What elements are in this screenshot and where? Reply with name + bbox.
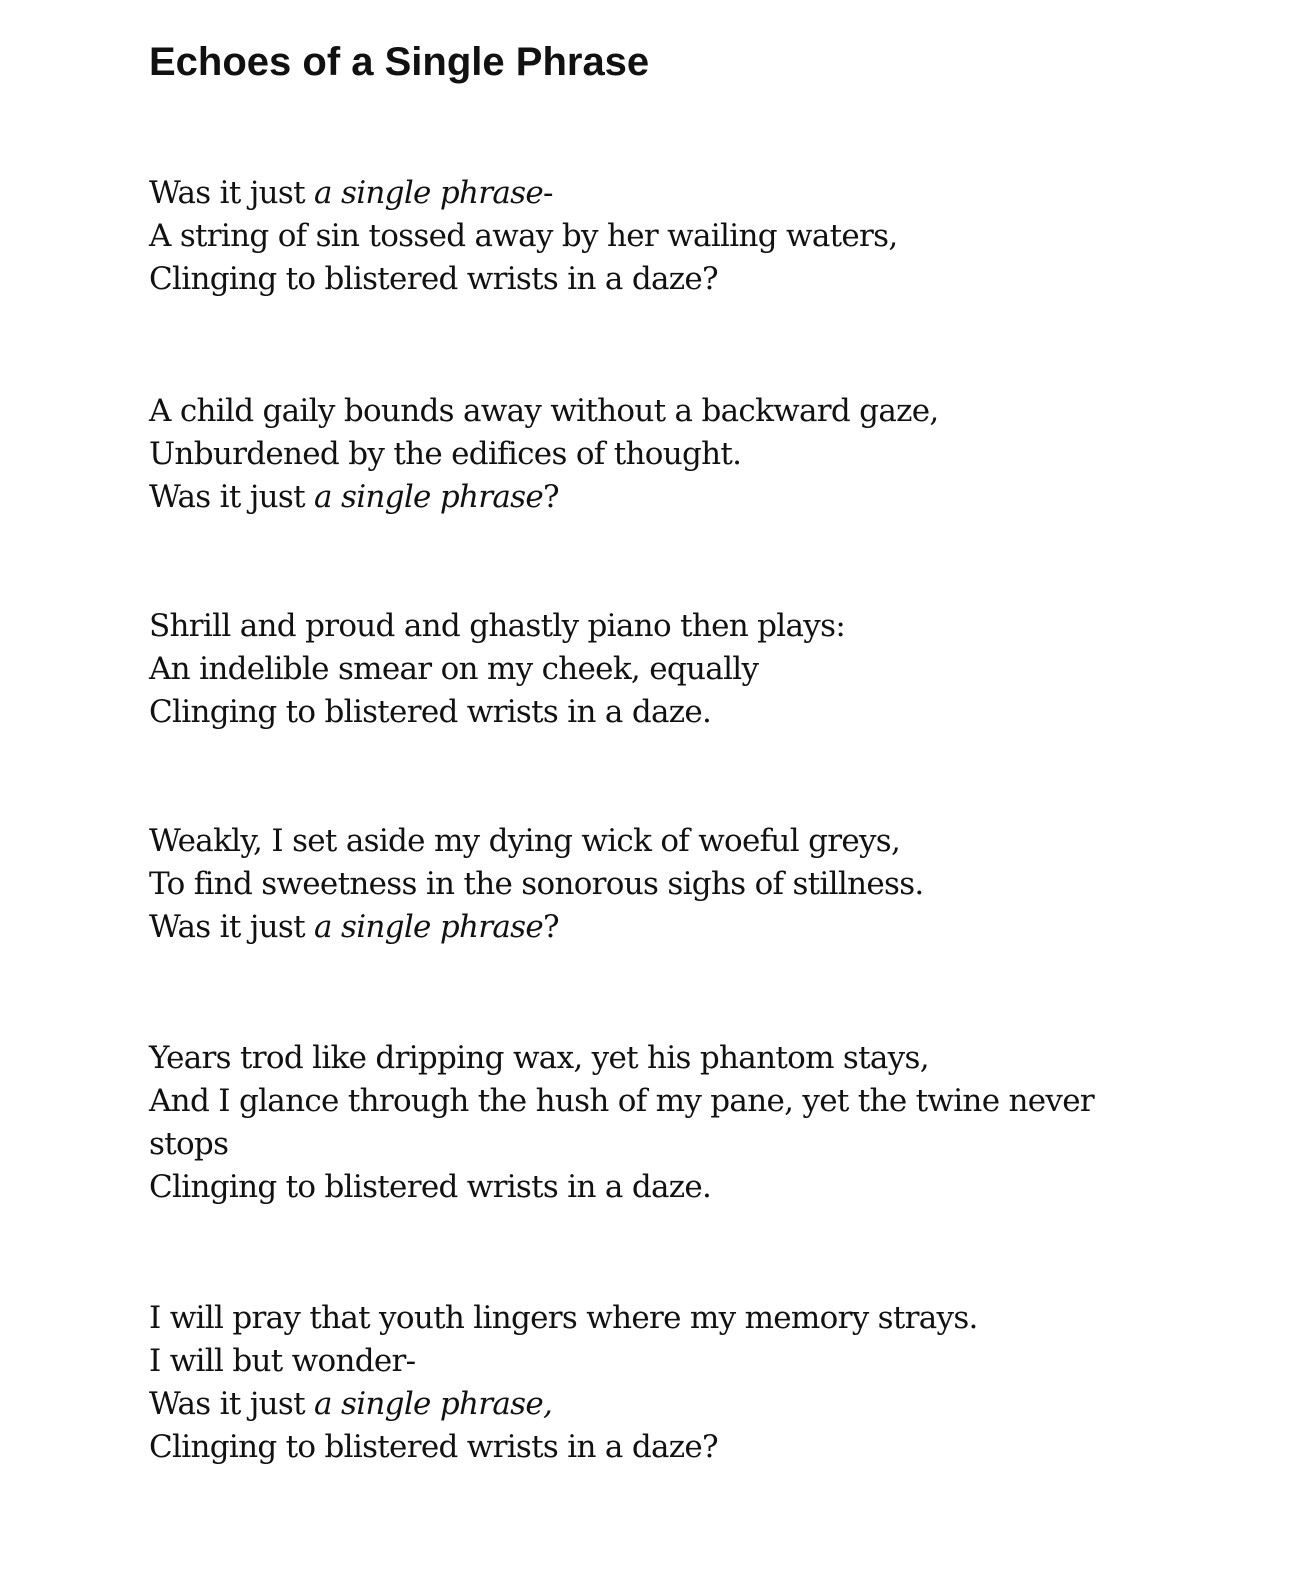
poem-line: Years trod like dripping wax, yet his phantom stays, bbox=[149, 1040, 929, 1076]
poem-line: Was it just a single phrase, bbox=[149, 1386, 553, 1422]
poem-line: Was it just a single phrase? bbox=[149, 479, 559, 515]
poem-line: Shrill and proud and ghastly piano then plays: bbox=[149, 608, 846, 644]
stanza-3 bbox=[149, 605, 845, 734]
poem-line: I will pray that youth lingers where my memory strays. bbox=[149, 1300, 978, 1336]
poem-line: To find sweetness in the sonorous sighs of stillness. bbox=[149, 866, 924, 902]
poem-line: An indelible smear on my cheek, equally bbox=[149, 651, 759, 687]
stanza-2 bbox=[149, 390, 939, 519]
poem-title: Echoes of a Single Phrase bbox=[149, 40, 650, 84]
poem-line: Clinging to blistered wrists in a daze? bbox=[149, 1429, 718, 1465]
poem-line: Was it just a single phrase? bbox=[149, 909, 559, 945]
poem-line: Clinging to blistered wrists in a daze. bbox=[149, 1169, 712, 1205]
stanza-1 bbox=[149, 172, 898, 301]
stanza-6 bbox=[149, 1297, 978, 1469]
poem-line: A child gaily bounds away without a backward gaze, bbox=[149, 393, 939, 429]
poem-line: Unburdened by the edifices of thought. bbox=[149, 436, 742, 472]
poem-line: I will but wonder- bbox=[149, 1343, 416, 1379]
poem-line: Clinging to blistered wrists in a daze. bbox=[149, 694, 712, 730]
poem-line: A string of sin tossed away by her wailing waters, bbox=[149, 218, 898, 254]
poem-line: Was it just a single phrase- bbox=[149, 175, 553, 211]
poem-line: Weakly, I set aside my dying wick of woeful greys, bbox=[149, 823, 901, 859]
stanza-4 bbox=[149, 820, 924, 949]
poem-line: Clinging to blistered wrists in a daze? bbox=[149, 261, 718, 297]
poem-line: And I glance through the hush of my pane, yet the twine never bbox=[149, 1083, 1094, 1119]
stanza-5 bbox=[149, 1037, 1094, 1209]
poem-line: stops bbox=[149, 1126, 229, 1162]
